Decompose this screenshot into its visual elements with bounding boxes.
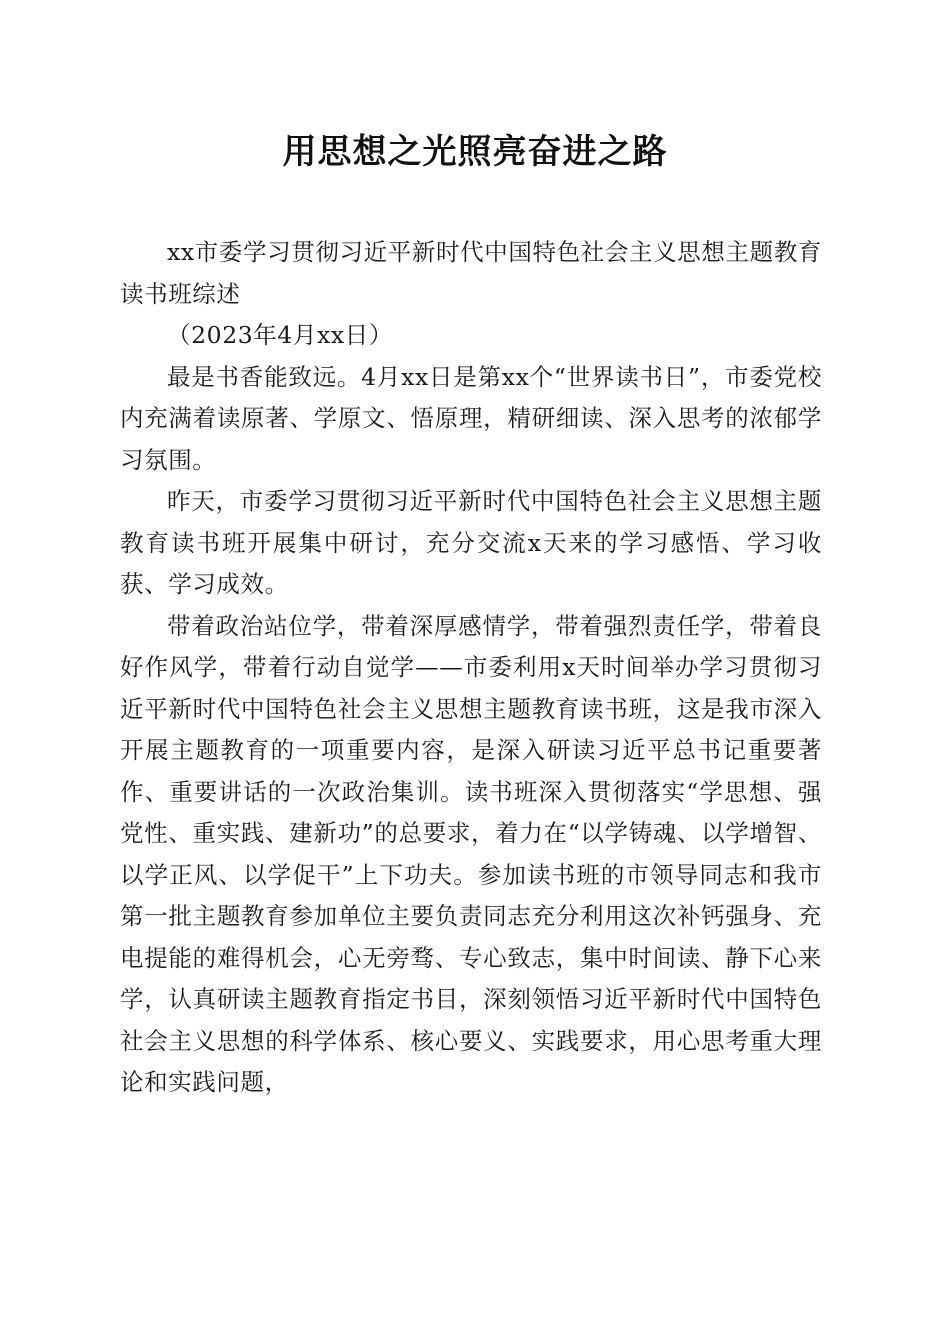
body-paragraph-2: 昨天，市委学习贯彻习近平新时代中国特色社会主义思想主题教育读书班开展集中研讨，充分交流x天来的学习感悟、学习收获、学习成效。 xyxy=(120,487,822,598)
document-body xyxy=(120,232,822,1104)
subtitle-paragraph: xx市委学习贯彻习近平新时代中国特色社会主义思想主题教育读书班综述 xyxy=(120,238,822,308)
date-paragraph: （2023年4月xx日） xyxy=(167,321,393,349)
document-title: 用思想之光照亮奋进之路 xyxy=(282,132,668,172)
body-paragraph-3: 带着政治站位学，带着深厚感情学，带着强烈责任学，带着良好作风学，带着行动自觉学——市委利用x天时间举办学习贯彻习近平新时代中国特色社会主义思想主题教育读书班，这是我市深入开展主题教育的一项重要内容，是深入研读习近平总书记重要著作、重要讲话的一次政治集训。读书班深入贯彻落实“学思想、强党性、重实践、建新功”的总要求，着力在“以学铸魂、以学增智、以学正风、以学促干”上下功夫。参加读书班的市领导同志和我市第一批主题教育参加单位主要负责同志充分利用这次补钙强身、充电提能的难得机会，心无旁骛、专心致志，集中时间读、静下心来学，认真研读主题教育指定书目，深刻领悟习近平新时代中国特色社会主义思想的科学体系、核心要义、实践要求，用心思考重大理论和实践问题， xyxy=(120,611,822,1096)
body-paragraph-1: 最是书香能致远。4月xx日是第xx个“世界读书日”，市委党校内充满着读原著、学原文、悟原理，精研细读、深入思考的浓郁学习氛围。 xyxy=(120,362,822,474)
